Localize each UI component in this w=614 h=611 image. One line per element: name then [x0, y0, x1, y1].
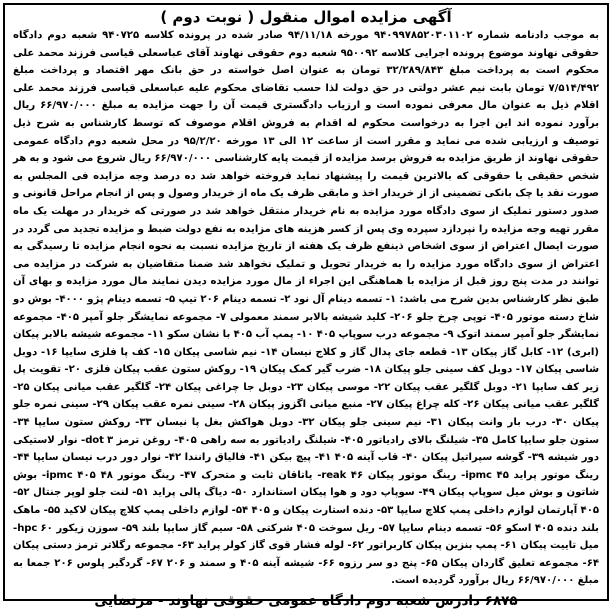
notice-title: آگهی مزایده اموال منقول ( نوبت دوم ) [160, 8, 452, 26]
notice-signature: ۶۸۷۵ دادرس شعبه دوم دادگاه عمومی حقوقی نهاوند - مرتضایی [94, 593, 518, 609]
auction-notice [3, 3, 609, 609]
notice-body: به موجب دادنامه شماره ۹۴۰۹۹۷۸۵۲۰۳۰۱۱۰۲ مورخه ۹۴/۱۱/۱۸ صادر شده در پرونده کلاسه ۹۴۰۷۲۵ شعبه دوم دادگاه حقوقی نهاوند موضوع پرونده اجرایی کلاسه ۹۵۰۰۹۲ شعبه دوم حقوقی نهاوند آقای عباسعلی قیاسی فرزند محمد علی محکوم است به پرداخت مبلغ ۳۲/۲۸۹/۸۴۳ تومان به عنوان اصل خواسته در حق بانک مهر اقتصاد و پرداخت مبلغ ۷/۵۱۴/۴۹۲ تومان بابت نیم عشر دولتی در حق دولت لذا حسب تقاضای محکوم علیه عباسعلی قیاسی فرزند محمد علی اقلام ذیل به عنوان مال معرفی نموده است و ارزیاب دادگستری قیمت آن را جهت مزایده به مبلغ ۶۶/۹۷۰/۰۰۰ ریال برآورد نموده اند این اجرا به درخواست محکوم له اقدام به فروش اقلام موصوف که توسط کارشناس به شرح ذیل توصیف و ارزیابی شده می نماید و مقرر است از ساعت ۱۲ الی ۱۳ مورخه ۹۵/۲/۲۰ در محل شعبه دوم دادگاه عمومی حقوقی نهاوند از طریق مزایده به فروش برسد مزایده از قیمت پایه کارشناسی ۶۶/۹۷۰/۰۰۰ ریال شروع می شود و به هر شخص حقیقی یا حقوقی که بالاترین قیمت را پیشنهاد نماید فروخته خواهد شد ده درصد وجه مزایده فی المجلس به صورت نقد یا چک بانکی تضمینی از از خریدار اخذ و مابقی ظرف یک ماه از خریدار وصول و پس از انجام مراحل قانونی و صدور دستور تملیک از سوی دادگاه مورد مزایده به نام خریدار منتقل خواهد شد در صورتی که خریدار در مهلت یک ماه مقرر تهیه وجه مزایده را نپردازد سپرده وی پس از کسر هزینه های مزایده به نفع دولت ضبط و مزایده تجدید می گردد در صورت ایصال اعتراض از سوی اشخاص ذینفع ظرف یک هفته از تاریخ مزایده نسبت به نحوه انجام مزایده تا رسیدگی به اعتراض از سوی دادگاه مورد مزایده را به خریدار تحویل و تملیک نخواهد شد ضمنا متقاضیان به شرکت در مزایده می توانند در مدت پنج روز قبل از مزایده با هماهنگی این اجراء از مال مورد مزایده دیدن نمایند مال مورد مزایده و بهای آن طبق نظر کارشناس بدین شرح می باشد: ۱- تسمه دینام آل نود ۲- تسمه دینام ۲۰۶ تیپ ۵- تسمه دینام پژو ۴۰۰۰- بوش دو شاخ دسته موتور ۴۰۵- توپی چرخ جلو ۲۰۶- کلید شیشه بالابر سمند معمولی ۷- مجموعه نمایشگر جلو آمپر ۴۰۵- مجموعه نمایشگر جلو آمپر سمند اتوک ۹- مجموعه درب سوپاپ ۴۰۵ ۱۰- پمپ آب ۴۰۵ با نشان سکو ۱۱- مجموعه شیشه بالابر پیکان (ابری) ۱۲- کابل گاز پیکان ۱۳- قطعه جای پدال گاز و کلاج نیسان ۱۴- نیم شاسی پیکان ۱۵- کف پا فلزی سایپا ۱۶- دوبل شاسی پیکان ۱۷- دوبل کف سینی جلو پیکان ۱۸- ضرب گیر کمک پیکان ۱۹- روکش ستون عقب پیکان فلزی ۲۰- تقویت پل زیر کف سایپا ۲۱- دوبل گلگیر عقب پیکان ۲۲- موسی پیکان ۲۳- دوبل جا چراغی پیکان ۲۴- گلگیر عقب میانی پیکان ۲۵- گلگیر عقب میانی پیکان ۲۶- کله چراغ پیکان ۲۷- منبع میانی اگزوز پیکان ۲۸- سینی نمره عقب پیکان ۲۹- سینی نمره جلو پیکان ۳۰- درب بار وانت پیکان ۳۱- نیم سینی جلو پیکان ۳۲- دوبل هواکش بغل پا نیسان ۳۳- روکش ستون سایپا ۳۴- ستون جلو سایپا کامل ۳۵- شیلنگ بالای رادیاتور ۴۰۵- شیلنگ رادیاتور به سه راهی ۴۰۵- روغن ترمز dot ۳- نوار لاستیکی دور شیشه ۳۹- گوشه سپراتیل پیکان ۴۰- قاب آینه ۴۰۵ ۴۱- پیچ بیکن ۴۱- فالیاق رانندا ۴۲- نوار دور درب نیسان سایپا ۴۴- رینگ موتور پراید ipmc ۴۵- رینگ موتور پیکان reak ۴۶- یاتاقان ثابت و متحرک ۴۷- رینگ موتور ipmc ۴۰۵ ۴۸- بوش شاتون و بوش میل سوپاپ پیکان ۴۹- سوپاپ دود و هوا پیکان استاندارد ۵۰- دیاگ پالی پراید ۵۱- لنت جلو لوپر جنتال ۵۲- ۴۰۵ آپارتمان لوازم داخلی پمپ کلاچ سایپا ۵۳- دنده استارت پیکان و ۴۰۵ ۵۴- لوازم داخلی پمپ کلاچ پیکان لاکید ۵۵- ماهک بلند دنده ۴۰۵ اسکو ۵۶- تسمه دینام سایپا ۵۷- ریل سوخت ۴۰۵ شرکتی ۵۸- سیم گاز سایپا بلند ۵۹- سوزن زیکور hpc ۶۰- میل تاییت پیکان ۶۱- پمپ بنزین پیکان کاربراتور ۶۲- لوله فشار قوی گاز کولر پراید ۶۳- مجموعه رگلاتر ترمز دستی پیکان ۶۴- مجموعه تعلیق گاردان پیکان ۶۵- پنج دو سر رزوه ۶۶- شیشه آینه ۴۰۵ و سمند و ۲۰۶ ۶۷- گردگیر پلوس ۲۰۶ جمعا به مبلغ ۶۶/۹۷۰/۰۰۰ ریال برآورد گردیده است. [13, 30, 600, 587]
